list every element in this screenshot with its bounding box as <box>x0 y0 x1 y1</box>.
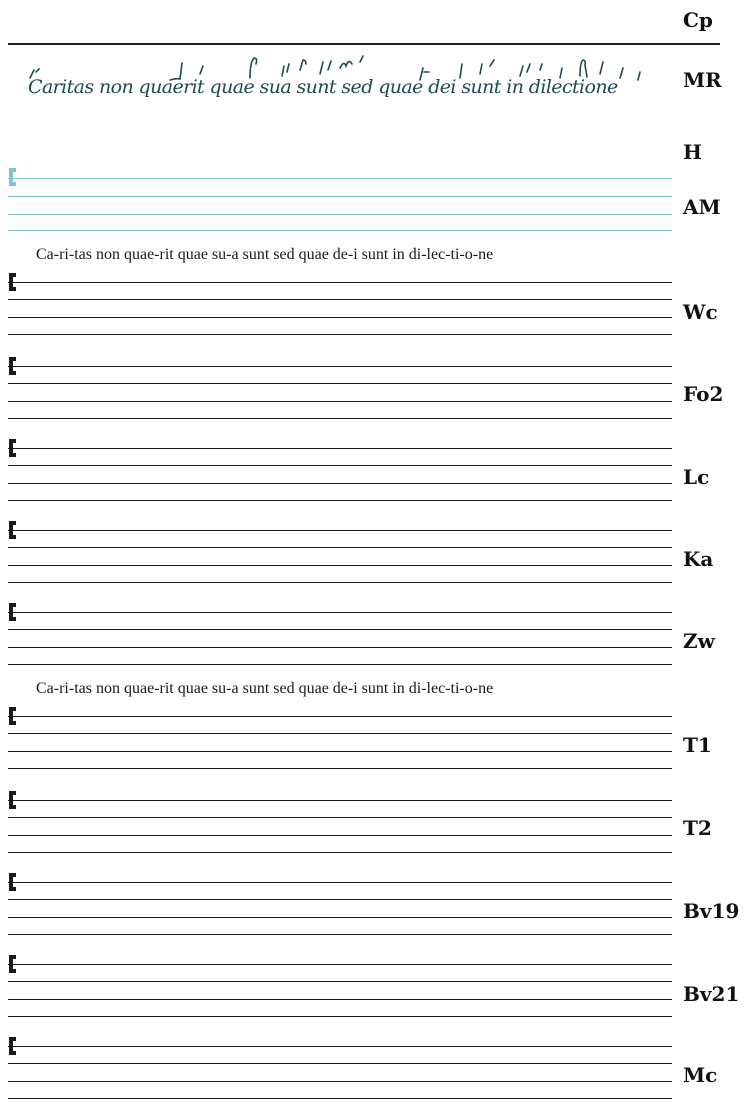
staff-lc <box>8 448 672 504</box>
staff-line <box>8 317 672 318</box>
staff-line <box>8 465 672 466</box>
siglum-cp: Cp <box>683 8 713 32</box>
staff-line <box>8 1098 672 1099</box>
staff-line <box>8 530 672 531</box>
lyrics-line: Ca-ri-tas non quae-rit quae su-a sunt sed quae de-i sunt in di-lec-ti-o-ne <box>36 680 494 697</box>
staff-ka <box>8 530 672 586</box>
siglum-bv21: Bv21 <box>683 982 740 1006</box>
c-clef-icon <box>8 955 18 973</box>
staff-line <box>8 882 672 883</box>
staff-line <box>8 733 672 734</box>
c-clef-icon <box>8 273 18 291</box>
staff-line <box>8 1046 672 1047</box>
staff-line <box>8 751 672 752</box>
staff-line <box>8 383 672 384</box>
staff-fo2 <box>8 366 672 422</box>
staff-line <box>8 817 672 818</box>
staff-line <box>8 547 672 548</box>
staff-mc <box>8 1046 672 1102</box>
staff-line <box>8 934 672 935</box>
manuscript-text: Caritas non quaerit quae sua sunt sed quae dei sunt in dilectione <box>28 76 618 98</box>
staff-line <box>8 629 672 630</box>
staff-line <box>8 664 672 665</box>
siglum-bv19: Bv19 <box>683 899 740 923</box>
siglum-h: H <box>683 140 702 164</box>
siglum-mr: MR <box>683 68 722 92</box>
c-clef-icon <box>8 439 18 457</box>
staff-line <box>8 582 672 583</box>
header-rule <box>8 43 720 45</box>
staff-am <box>8 176 672 236</box>
staff-line <box>8 282 672 283</box>
staff-t1 <box>8 716 672 772</box>
staff-line <box>8 230 672 231</box>
siglum-wc: Wc <box>683 300 718 324</box>
staff-line <box>8 196 672 197</box>
c-clef-icon <box>8 168 18 186</box>
c-clef-icon <box>8 603 18 621</box>
siglum-t1: T1 <box>683 733 712 757</box>
staff-line <box>8 565 672 566</box>
staff-line <box>8 999 672 1000</box>
siglum-mc: Mc <box>683 1063 718 1087</box>
staff-line <box>8 1063 672 1064</box>
c-clef-icon <box>8 1037 18 1055</box>
staff-t2 <box>8 800 672 856</box>
staff-line <box>8 716 672 717</box>
siglum-zw: Zw <box>683 629 715 653</box>
staff-line <box>8 768 672 769</box>
staff-line <box>8 917 672 918</box>
siglum-fo2: Fo2 <box>683 382 724 406</box>
staff-line <box>8 448 672 449</box>
staff-line <box>8 964 672 965</box>
staff-line <box>8 500 672 501</box>
siglum-lc: Lc <box>683 465 710 489</box>
c-clef-icon <box>8 707 18 725</box>
staff-line <box>8 852 672 853</box>
staff-line <box>8 1016 672 1017</box>
staff-line <box>8 835 672 836</box>
staff-zw <box>8 612 672 668</box>
staff-bv19 <box>8 882 672 938</box>
staff-line <box>8 401 672 402</box>
staff-line <box>8 1081 672 1082</box>
staff-line <box>8 334 672 335</box>
siglum-ka: Ka <box>683 547 714 571</box>
staff-wc <box>8 282 672 338</box>
c-clef-icon <box>8 873 18 891</box>
staff-line <box>8 366 672 367</box>
staff-line <box>8 612 672 613</box>
staff-line <box>8 214 672 215</box>
staff-line <box>8 418 672 419</box>
staff-line <box>8 899 672 900</box>
manuscript-excerpt <box>20 48 670 110</box>
lyrics-line: Ca-ri-tas non quae-rit quae su-a sunt sed quae de-i sunt in di-lec-ti-o-ne <box>36 246 494 263</box>
staff-line <box>8 299 672 300</box>
staff-line <box>8 178 672 179</box>
staff-line <box>8 647 672 648</box>
staff-line <box>8 800 672 801</box>
staff-bv21 <box>8 964 672 1020</box>
siglum-t2: T2 <box>683 816 712 840</box>
c-clef-icon <box>8 521 18 539</box>
c-clef-icon <box>8 791 18 809</box>
staff-line <box>8 483 672 484</box>
c-clef-icon <box>8 357 18 375</box>
staff-line <box>8 981 672 982</box>
siglum-am: AM <box>683 195 721 219</box>
